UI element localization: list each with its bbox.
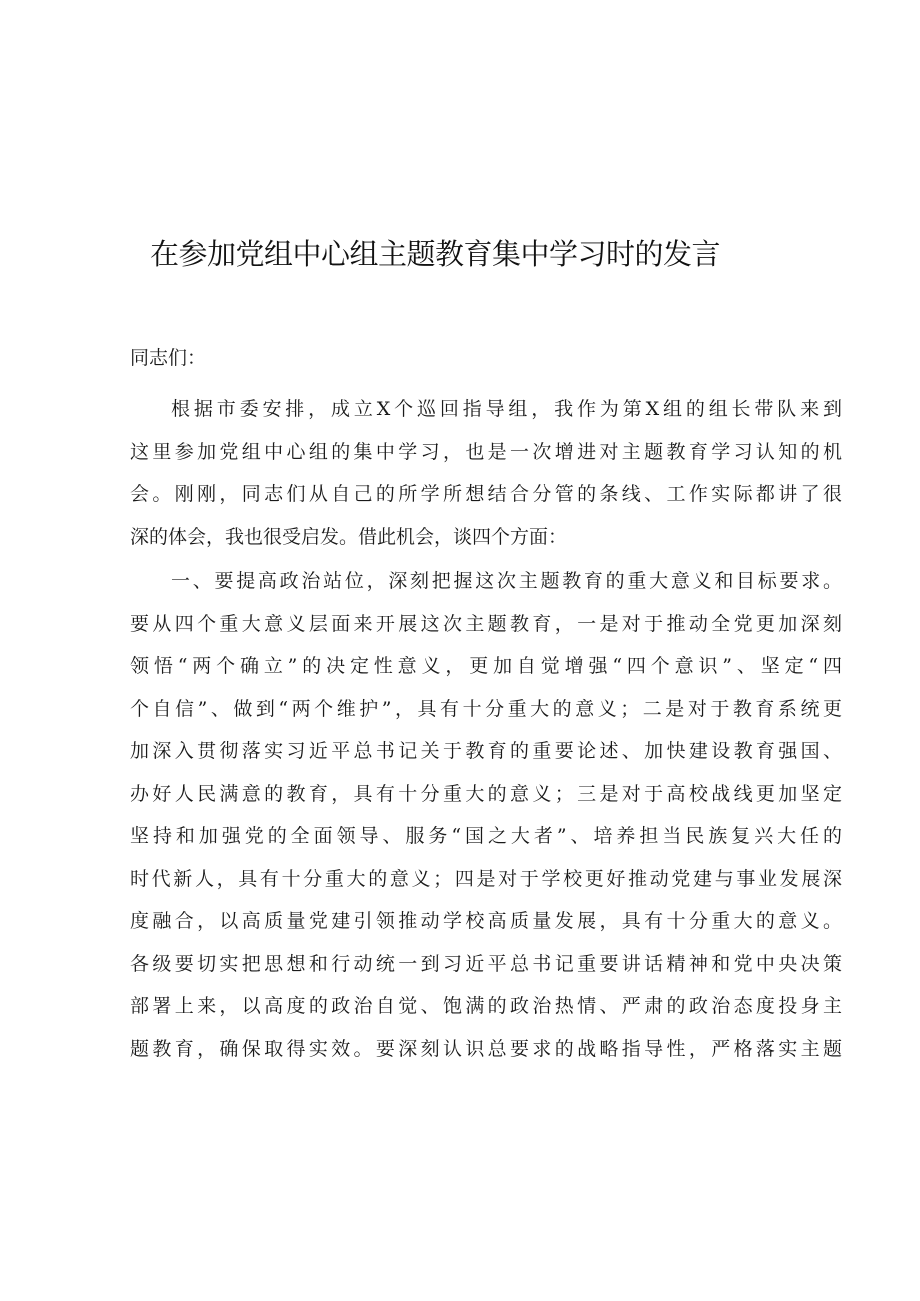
paragraph-line: 深的体会，我也很受启发。借此机会，谈四个方面： xyxy=(130,525,568,548)
paragraph-line: 办好人民满意的教育，具有十分重大的意义；三是对于高校战线更加坚定 xyxy=(130,782,842,805)
paragraph-intro xyxy=(130,388,842,558)
paragraph-line: 一、要提高政治站位，深刻把握这次主题教育的重大意义和目标要求。 xyxy=(171,570,842,592)
paragraph-line: 时代新人，具有十分重大的意义；四是对于学校更好推动党建与事业发展深 xyxy=(130,867,842,890)
paragraph-line: 题教育，确保取得实效。要深刻认识总要求的战略指导性，严格落实主题 xyxy=(130,1037,842,1060)
document-title: 在参加党组中心组主题教育集中学习时的发言 xyxy=(150,237,721,271)
paragraph-section-one xyxy=(130,560,842,1070)
paragraph-line: 要从四个重大意义层面来开展这次主题教育，一是对于推动全党更加深刻 xyxy=(130,612,842,635)
paragraph-line: 部署上来，以高度的政治自觉、饱满的政治热情、严肃的政治态度投身主 xyxy=(130,995,842,1017)
paragraph-line: 根据市委安排，成立X个巡回指导组，我作为第X组的组长带队来到 xyxy=(171,398,842,420)
paragraph-line: 各级要切实把思想和行动统一到习近平总书记重要讲话精神和党中央决策 xyxy=(130,952,842,975)
paragraph-line: 度融合，以高质量党建引领推动学校高质量发展，具有十分重大的意义。 xyxy=(130,910,842,932)
paragraph-line: 这里参加党组中心组的集中学习，也是一次增进对主题教育学习认知的机 xyxy=(130,440,842,463)
paragraph-line: 会。刚刚，同志们从自己的所学所想结合分管的条线、工作实际都讲了很 xyxy=(130,483,842,505)
paragraph-line: 领悟“两个确立”的决定性意义，更加自觉增强“四个意识”、坚定“四 xyxy=(130,655,842,677)
salutation: 同志们： xyxy=(130,347,207,369)
paragraph-line: 坚持和加强党的全面领导、服务“国之大者”、培养担当民族复兴大任的 xyxy=(130,825,842,847)
paragraph-line: 加深入贯彻落实习近平总书记关于教育的重要论述、加快建设教育强国、 xyxy=(130,740,842,762)
paragraph-line: 个自信”、做到“两个维护”，具有十分重大的意义；二是对于教育系统更 xyxy=(130,697,842,720)
